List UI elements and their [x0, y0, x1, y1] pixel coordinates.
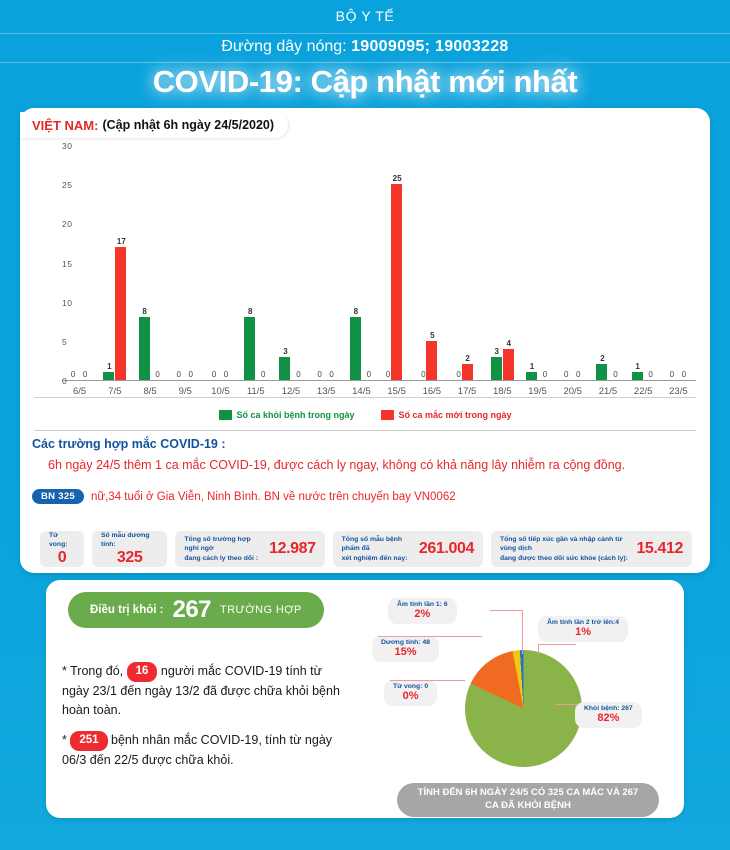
- bar-value-label: 0: [70, 370, 76, 379]
- pie-caption: TÍNH ĐẾN 6H NGÀY 24/5 CÓ 325 CA MẮC VÀ 267 CA ĐÃ KHỎI BỆNH: [397, 783, 659, 817]
- bar-recovered: [596, 364, 607, 380]
- legend-bottom-divider: [34, 430, 696, 431]
- chart-legend: [34, 410, 696, 420]
- bar-value-label: 0: [82, 370, 88, 379]
- x-axis-tick: 15/5: [387, 386, 406, 397]
- note2-count-pill: 251: [70, 731, 107, 751]
- x-axis-tick: 19/5: [528, 386, 547, 397]
- x-axis-tick: 22/5: [633, 386, 653, 397]
- bar-value-label: 8: [353, 307, 359, 317]
- bar-recovered: [491, 357, 502, 381]
- pie-leader-deaths: [390, 680, 465, 681]
- pie-callout-deaths-percent: 0%: [402, 690, 419, 702]
- bar-value-label: 25: [392, 174, 402, 184]
- bar-recovered: [244, 317, 255, 380]
- bar-value-label: 3: [283, 346, 288, 356]
- chart-column: [491, 145, 514, 380]
- pie-callout-negative-2-label: Âm tính lần 2 trở lên:4: [547, 619, 620, 626]
- chart-column: [315, 145, 338, 380]
- chart-column: [279, 145, 302, 380]
- stat-tested-samples-value: 261.004: [418, 540, 474, 557]
- stat-quarantined-value: 12.987: [269, 540, 316, 557]
- note1-prefix: * Trong đó,: [62, 664, 124, 678]
- x-axis-tick: 20/5: [563, 386, 582, 397]
- chart-column: [103, 145, 126, 380]
- bar-value-label: 0: [211, 370, 217, 379]
- pie-callout-positive-label: Dương tính: 48: [381, 639, 431, 646]
- bar-value-label: 0: [421, 370, 426, 379]
- stat-tested-samples: [333, 531, 483, 567]
- patient-detail-text: nữ,34 tuổi ở Gia Viễn, Ninh Bình. BN về nước trên chuyến bay VN0062: [91, 490, 456, 503]
- bar-value-label: 1: [635, 362, 640, 372]
- pie-callout-negative-2: [538, 616, 628, 642]
- stat-deaths-label: Tử vong:: [49, 531, 68, 548]
- bar-value-label: 0: [385, 370, 391, 379]
- bar-value-label: 0: [317, 370, 322, 379]
- bar-value-label: 8: [142, 307, 147, 317]
- pie-callout-negative-1-percent: 2%: [414, 608, 431, 620]
- chart-column: [561, 145, 584, 380]
- bar-value-label: 0: [366, 370, 372, 379]
- bar-value-label: 0: [176, 370, 181, 379]
- stat-tested-samples-label: [342, 535, 414, 564]
- cases-heading: Các trường hợp mắc COVID-19 :: [32, 437, 226, 451]
- bar-value-label: 5: [430, 330, 435, 340]
- patient-id-badge: BN 325: [32, 489, 84, 504]
- stat-tested-samples-label-line2: xét nghiệm đến nay:: [341, 554, 408, 562]
- legend-swatch-red-icon: [381, 410, 394, 420]
- bar-value-label: 0: [296, 370, 301, 379]
- hotline-row: [0, 38, 730, 56]
- pie-callout-negative-1-label: Âm tính lần 1: 6: [397, 601, 448, 608]
- bar-value-label: 8: [247, 307, 253, 317]
- x-axis-tick: 21/5: [598, 386, 618, 397]
- pie-leader-recovered: [555, 704, 577, 705]
- x-axis-tick: 12/5: [281, 386, 301, 397]
- recovered-count: 267: [172, 596, 212, 623]
- update-time-label: (Cập nhật 6h ngày 24/5/2020): [102, 118, 275, 132]
- chart-column: [596, 145, 619, 380]
- chart-column: [174, 145, 197, 380]
- stat-quarantined-label: [184, 535, 264, 564]
- bar-recovered: [103, 372, 114, 380]
- hotline-label: Đường dây nóng:: [221, 38, 347, 55]
- pie-callout-positive: [372, 636, 439, 662]
- legend-label-new-cases: Số ca mắc mới trong ngày: [398, 410, 512, 420]
- bar-value-label: 0: [155, 370, 160, 379]
- stat-deaths: [40, 531, 84, 567]
- patient-row: [32, 489, 456, 504]
- country-label: VIỆT NAM:: [32, 117, 99, 133]
- bar-value-label: 0: [648, 370, 653, 379]
- bar-value-label: 4: [506, 338, 511, 348]
- bar-value-label: 0: [563, 370, 569, 379]
- chart-column: [632, 145, 655, 380]
- pie-callout-deaths-label: Tử vong: 0: [393, 683, 429, 690]
- bar-recovered: [279, 357, 290, 381]
- ministry-label: BỘ Y TẾ: [335, 8, 395, 24]
- stat-contacts-label-line1: Tổng số tiếp xúc gần và nhập cảnh từ vùng dịch: [499, 535, 623, 553]
- stat-contacts-monitored-label: [500, 535, 631, 564]
- bar-value-label: 17: [116, 236, 126, 246]
- stat-positive-samples: [92, 531, 167, 567]
- x-axis-tick: 14/5: [352, 386, 371, 397]
- legend-label-recovered: Số ca khỏi bệnh trong ngày: [236, 410, 355, 420]
- bar-value-label: 3: [494, 346, 499, 356]
- chart-column: [667, 145, 690, 380]
- note2-text: bệnh nhân mắc COVID-19, tính từ ngày 06/3 đến 22/5 được chữa khỏi.: [62, 733, 333, 767]
- chart-column: [385, 145, 408, 380]
- page-header: [0, 0, 730, 102]
- x-axis-tick: 6/5: [73, 386, 87, 397]
- bar-value-label: 0: [542, 370, 548, 379]
- page-title: COVID-19: Cập nhật mới nhất: [152, 64, 578, 99]
- x-axis-tick: 23/5: [669, 386, 688, 397]
- note1-text: người mắc COVID-19 tính từ ngày 23/1 đến ngày 13/2 đã được chữa khỏi bệnh hoàn toàn.: [62, 664, 340, 718]
- bar-value-label: 2: [465, 354, 470, 364]
- pie-callout-recovered: [575, 702, 642, 728]
- chart-column: [139, 145, 162, 380]
- chart-column: [244, 145, 267, 380]
- header-divider-1: [0, 33, 730, 34]
- legend-item-recovered: [219, 410, 355, 420]
- bar-recovered: [632, 372, 643, 380]
- pie-callout-negative-2-percent: 1%: [575, 626, 591, 638]
- daily-cases-bar-chart: 0 0 1 17 8 0 0 0 0 0 8 0 3 0 0 0 8 0 0 25 0 5 0 2 3 4 1 0 0 0 2 0 1 0 0 0 0 5 10 15 20 25 30 6/5 7/5 8/5 9/5 10/5 11/5 12/5 13/5 14/5 15/5 16/5 17/5 18/5 19/5 20/5 21/5 22/5 23/5: [34, 146, 696, 391]
- chart-column: [526, 145, 549, 380]
- bar-value-label: 0: [329, 370, 334, 379]
- pie-leader-negative-1: [490, 610, 522, 611]
- bar-value-label: 0: [681, 370, 687, 379]
- stat-quarantined: [175, 531, 324, 567]
- chart-column: [420, 145, 443, 380]
- x-axis-tick: 9/5: [178, 386, 192, 397]
- stat-positive-samples-label: Số mẫu dương tính:: [100, 531, 150, 548]
- stat-positive-samples-value: 325: [116, 549, 143, 567]
- stat-contacts-label-line2: đang được theo dõi sức khỏe (cách ly):: [499, 554, 628, 562]
- pie-leader-negative-2-v: [538, 644, 539, 654]
- chart-bottom-divider: [34, 397, 696, 398]
- x-axis-tick: 10/5: [211, 386, 230, 397]
- bar-new-cases: [391, 184, 402, 380]
- statistics-row: [40, 531, 692, 567]
- stat-quarantined-label-line1: Tổng số trường hợp nghi ngờ: [184, 535, 251, 553]
- bar-value-label: 0: [575, 370, 581, 379]
- note-second-group: [62, 731, 347, 770]
- bar-value-label: 0: [188, 370, 193, 379]
- pie-callout-positive-percent: 15%: [394, 646, 417, 658]
- stat-contacts-monitored: [491, 531, 692, 567]
- x-axis-tick: 16/5: [422, 386, 442, 397]
- pie-callout-recovered-percent: 82%: [597, 712, 620, 724]
- stat-deaths-value: 0: [57, 549, 67, 567]
- pie-leader-negative-1-v: [522, 610, 523, 654]
- bar-recovered: [139, 317, 150, 380]
- recovered-unit: TRƯỜNG HỢP: [220, 604, 302, 616]
- x-axis-tick: 11/5: [246, 386, 265, 397]
- note1-count-pill: 16: [127, 662, 158, 682]
- recovered-label: Điều trị khỏi :: [90, 604, 164, 616]
- x-axis-tick: 17/5: [457, 386, 477, 397]
- bar-value-label: 0: [613, 370, 618, 379]
- x-axis-tick: 8/5: [143, 386, 157, 397]
- cases-summary-line: 6h ngày 24/5 thêm 1 ca mắc COVID-19, được cách ly ngay, không có khả năng lây nhiễm ra cộng đồng.: [48, 458, 626, 472]
- bar-value-label: 1: [529, 362, 535, 372]
- bar-new-cases: [503, 349, 514, 380]
- chart-column: [209, 145, 232, 380]
- chart-plot-area: [62, 146, 696, 381]
- pie-leader-negative-2: [538, 644, 576, 645]
- bar-recovered: [350, 317, 361, 380]
- header-divider-2: [0, 62, 730, 63]
- pie-graphic: [465, 650, 582, 767]
- stat-contacts-monitored-value: 15.412: [636, 540, 683, 557]
- bar-recovered: [526, 372, 537, 380]
- pie-callout-deaths: [384, 680, 437, 706]
- stat-quarantined-label-line2: đang cách ly theo dõi :: [184, 554, 259, 562]
- stat-tested-samples-label-line1: Tổng số mẫu bệnh phẩm đã: [341, 535, 403, 553]
- bar-new-cases: [115, 247, 126, 380]
- bar-value-label: 0: [223, 370, 229, 379]
- legend-swatch-green-icon: [219, 410, 232, 420]
- pie-callout-recovered-label: Khỏi bệnh: 267: [584, 705, 633, 712]
- bar-value-label: 2: [600, 354, 605, 364]
- pie-callout-negative-1: [388, 598, 457, 624]
- recovered-banner: [68, 592, 324, 628]
- chart-column: [456, 145, 479, 380]
- country-update-tab: [20, 112, 288, 138]
- bar-value-label: 0: [669, 370, 675, 379]
- pie-leader-positive: [378, 636, 482, 637]
- bar-value-label: 0: [456, 370, 461, 379]
- x-axis-tick: 18/5: [493, 386, 512, 397]
- x-axis-tick: 13/5: [316, 386, 336, 397]
- hotline-numbers: 19009095; 19003228: [351, 38, 509, 55]
- x-axis-tick: 7/5: [108, 386, 122, 397]
- chart-column: [350, 145, 373, 380]
- note-first-group: [62, 662, 347, 721]
- legend-item-new-cases: [381, 410, 512, 420]
- note2-prefix: *: [62, 733, 67, 747]
- bar-value-label: 0: [260, 370, 266, 379]
- bar-value-label: 1: [107, 362, 112, 372]
